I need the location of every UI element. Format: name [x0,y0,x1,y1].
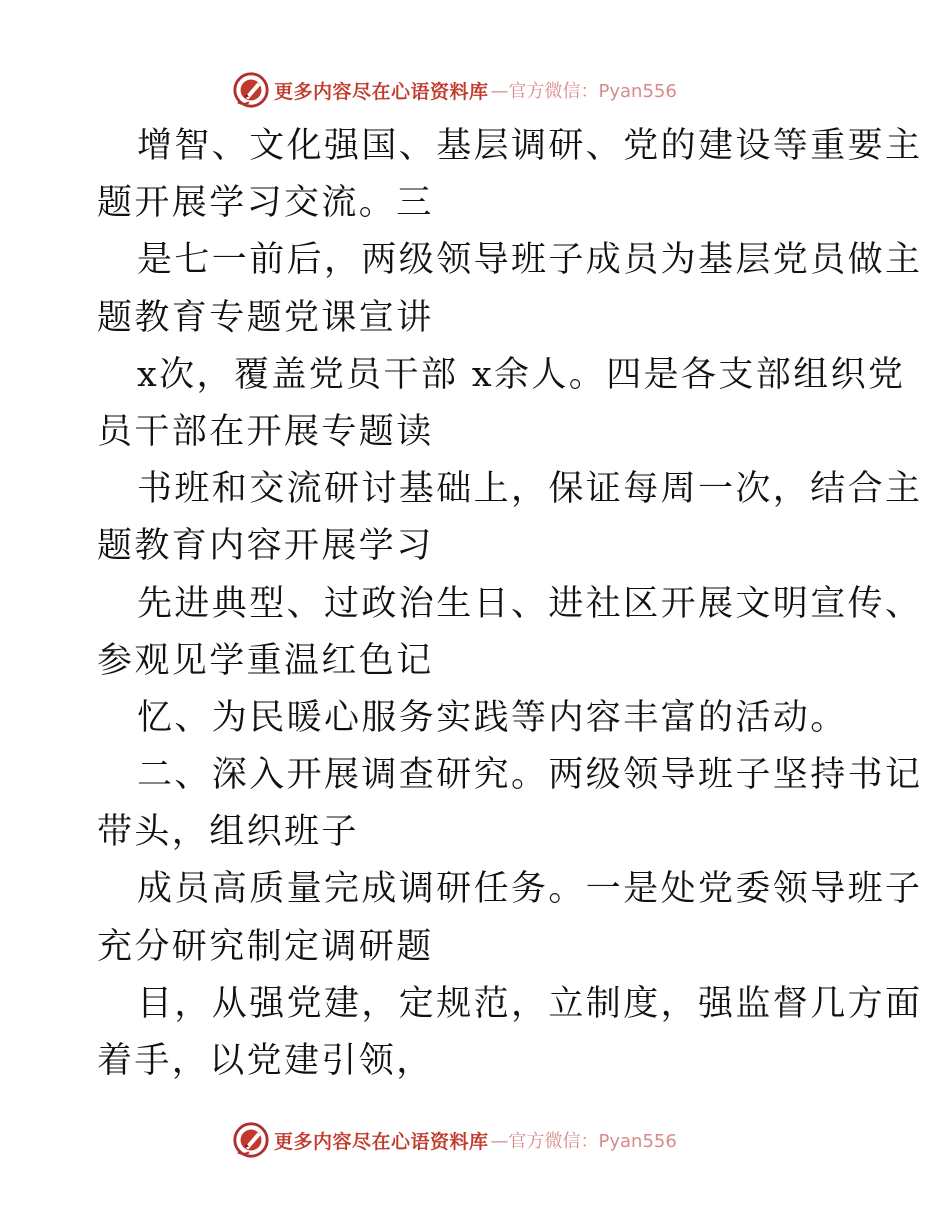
text-line: 忆、为民暖心服务实践等内容丰富的活动。 [137,697,848,738]
text-line: 员干部在开展专题读 [97,411,434,452]
text-line: 书班和交流研讨基础上，保证每周一次，结合主 [137,469,923,510]
text-line: x次，覆盖党员干部 x余人。四是各支部组织党 [137,354,906,395]
header-wechat-text: —官方微信：Pyan556 [490,81,677,102]
text-line: 成员高质量完成调研任务。一是处党委领导班子 [137,869,923,910]
text-line: 是七一前后，两级领导班子成员为基层党员做主 [137,240,923,281]
text-line: 目，从强党建，定规范，立制度，强监督几方面 [137,983,923,1024]
document-body [97,118,923,1090]
header-banner [232,70,752,110]
text-line: 先进典型、过政治生日、进社区开展文明宣传、 [137,583,923,624]
text-line: 题开展学习交流。三 [97,183,434,224]
text-line: 增智、文化强国、基层调研、党的建设等重要主 [137,126,923,166]
text-line: 二、深入开展调查研究。两级领导班子坚持书记 [137,755,923,796]
text-line: 着手，以党建引领， [97,1041,434,1081]
footer-wechat-text: —官方微信：Pyan556 [490,1131,677,1152]
text-line: 参观见学重温红色记 [97,640,434,681]
header-site-title: 更多内容尽在心语资料库 [274,80,489,103]
pen-logo-icon [232,1121,270,1159]
footer-site-title: 更多内容尽在心语资料库 [274,1130,489,1153]
text-line: 带头，组织班子 [97,812,359,853]
text-line: 充分研究制定调研题 [97,926,434,967]
text-line: 题教育内容开展学习 [97,526,434,567]
text-line: 题教育专题党课宣讲 [97,297,434,338]
footer-banner [232,1120,752,1160]
pen-logo-icon [232,71,270,109]
